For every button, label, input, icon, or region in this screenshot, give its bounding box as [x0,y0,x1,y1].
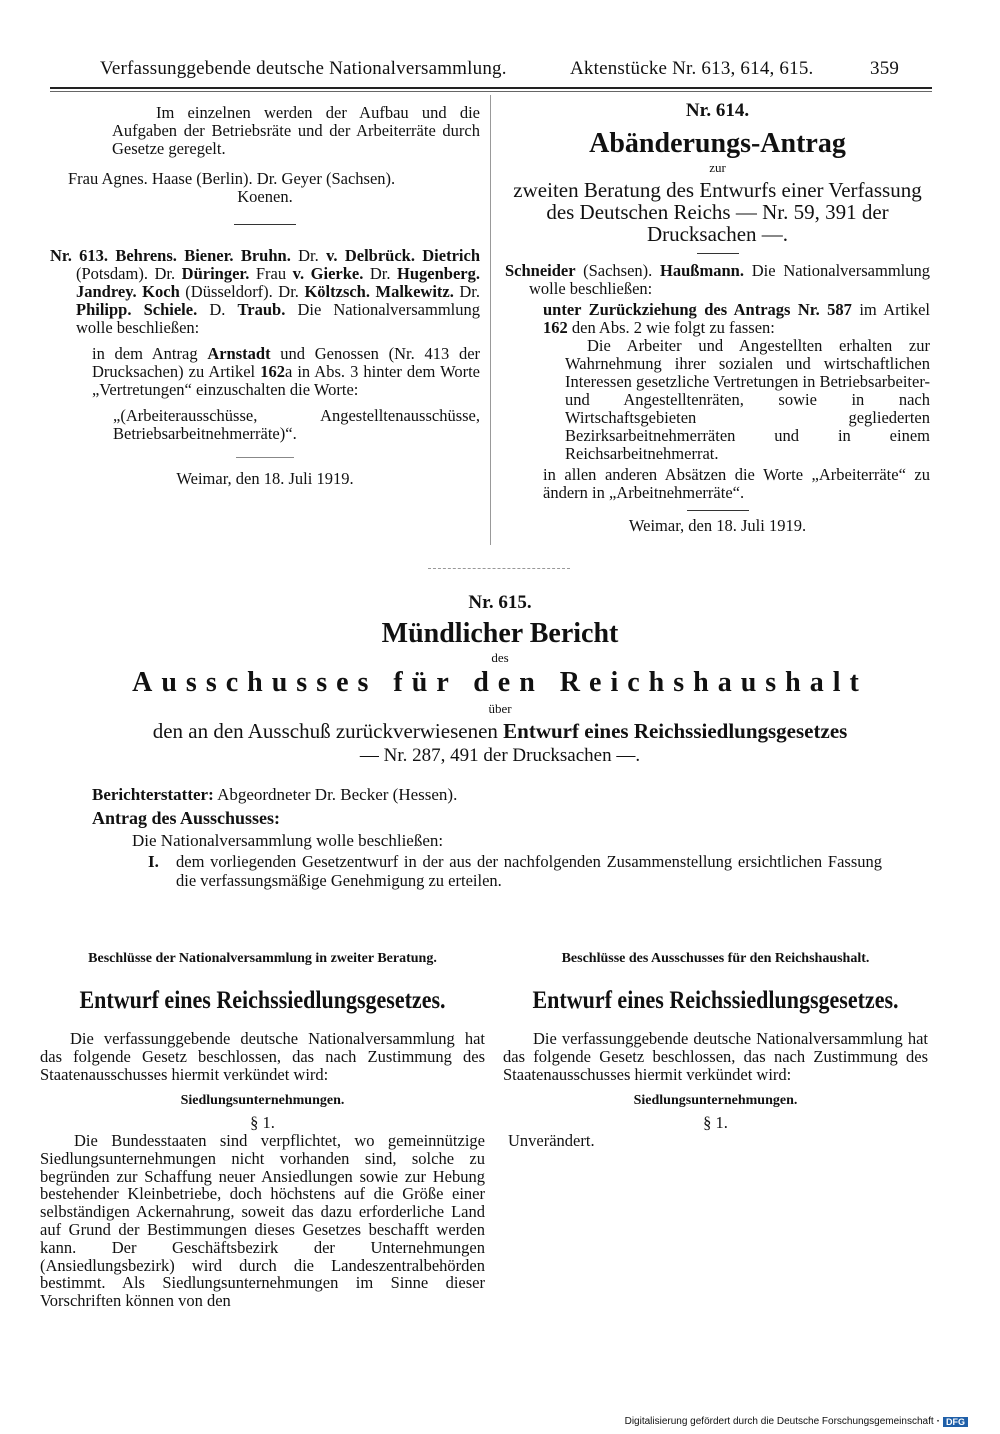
footer-credit: Digitalisierung gefördert durch die Deutsche Forschungsgemeinschaft [624,1416,934,1427]
bold-text-segment: Arnstadt [207,344,281,363]
running-title: Verfassunggebende deutsche Nationalversammlung. [100,58,507,79]
nr614-number: Nr. 614. [685,100,750,121]
right-column-heading: Beschlüsse des Ausschusses für den Reichshaushalt. [561,951,870,966]
nr615-ueber: über [488,701,512,716]
text-segment: Dr. [369,264,398,283]
separator [687,510,749,511]
right-section-text: Unverändert. [508,1131,595,1150]
right-upper-column [505,100,930,535]
bold-text-segment: Nr. 613. [50,246,116,265]
bold-text-segment: Düringer. [181,264,256,283]
nr614-new-text: Die Arbeiter und Angestellten erhalten zur Wahrnehmung ihrer sozialen und wirtschaftlichen Interessen gesetzliche Vertretungen in Betriebsarbeiter- und Angestelltenräten, sowie in nach Wirtschaftsgebieten gegliederten Bezirksarbeitnehmerräten und in einem Reichsarbeitnehmerrat. [565,336,930,463]
nr615-subject [0,718,1000,744]
motion-label: Antrag des Ausschusses: [92,808,281,828]
reporter-label: Berichterstatter: [92,785,214,804]
item-number: I. [148,852,159,871]
right-paragraph-number: § 1. [703,1113,728,1132]
right-section-heading: Siedlungsunternehmungen. [633,1093,798,1108]
header-rule-thin [50,91,932,92]
bold-text-segment: Behrens. Biener. Bruhn. [115,246,299,265]
nr615-section [0,592,1000,890]
footer-dot: · [936,1416,940,1427]
nr614-motion [543,301,930,337]
bold-text-segment: Schneider [505,261,584,280]
dfg-logo: DFG [943,1417,968,1427]
bold-text-segment: 162 [260,362,285,381]
nr614-title: Abänderungs-Antrag [589,128,846,159]
separator [234,224,296,225]
bold-text-segment: v. Delbrück. Dietrich [326,246,480,265]
nr615-title: Mündlicher Bericht [381,618,619,649]
nr613-motion [92,345,480,399]
nr615-committee: Ausschusses für den Reichshaushalt [132,667,868,698]
text-segment: (Düsseldorf). Dr. [185,282,305,301]
item-text: dem vorliegenden Gesetzentwurf in der aus der nachfolgenden Zusammenstellung ersichtlichen Fassung die verfassungsmäßige Genehmigung zu erteilen. [176,852,882,890]
nr613-intro [50,247,480,337]
footer [625,1416,968,1427]
bold-text-segment: Költzsch. Malkewitz. [304,282,460,301]
nr614-date: Weimar, den 18. Juli 1919. [628,516,807,535]
motion-item [148,852,882,890]
text-segment: und Genossen (Nr. 413 der Drucksachen) zu Artikel [92,344,481,381]
column-divider [490,95,491,545]
left-column-title: Entwurf eines Reichssiedlungsgesetzes. [79,987,446,1014]
signers: Frau Agnes. Haase (Berlin). Dr. Geyer (Sachsen). [68,169,396,188]
nr614-rest: in allen anderen Absätzen die Worte „Arbeiterräte“ zu ändern in „Arbeitnehmerräte“. [543,465,930,502]
nr615-des: des [491,650,509,665]
nr613-date: Weimar, den 18. Juli 1919. [176,469,354,488]
closing-paragraph: Im einzelnen werden der Aufbau und die Aufgaben der Betriebsräte und der Arbeiterräte durch Gesetze geregelt. [112,103,480,158]
text-segment: Die Nationalversammlung wolle beschließen: [529,261,930,298]
text-segment: Frau [255,264,293,283]
bold-text-segment: unter Zurückziehung des Antrags Nr. 587 [543,300,860,319]
left-paragraph-number: § 1. [250,1113,275,1132]
section-divider [428,568,570,569]
bold-text-segment: Philipp. Schiele. [76,300,210,319]
document-numbers: Aktenstücke Nr. 613, 614, 615. [570,58,814,79]
bold-text-segment: Hugenberg. Jandrey. Koch [76,264,480,301]
separator [697,253,739,254]
left-section-text: Die Bundesstaaten sind verpflichtet, wo gemeinnützige Siedlungsunternehmungen nicht vorhanden sind, solche zu begründen zur Schaffung neuer Ansiedlungen sowie zur Hebung bestehender Kleinbetriebe, doch höchstens auf die Größe einer selbständigen Ackernahrung, soweit das dazu erforderliche Land auf Grund der Bestimmungen dieses Gesetzes beschafft werden kann. Der Geschäftsbezirk der Unternehmungen (Ansiedlungsbezirk) wird durch die Landeszentralbehörden bestimmt. Als Siedlungsunternehmungen im Sinne dieser Vorschriften können von den [40,1131,485,1311]
nr614-intro [505,262,930,298]
right-column-title: Entwurf eines Reichssiedlungsgesetzes. [532,987,899,1014]
motion-intro: Die Nationalversammlung wolle beschließen: [132,831,444,850]
bold-text-segment: 162 [543,318,572,337]
text-segment: D. [209,300,238,319]
nr615-number: Nr. 615. [468,592,532,613]
nr613-quote: „(Arbeiterausschüsse, Angestelltenausschüsse, Betriebsarbeitnehmerräte)“. [113,406,480,443]
signers-last: Koenen. [237,187,293,206]
subject-plain: den an den Ausschuß zurückverwiesenen [152,719,504,743]
left-preamble: Die verfassunggebende deutsche Nationalversammlung hat das folgende Gesetz beschlossen, das nach Zustimmung des Staatenausschusses hiermit verkündet wird: [40,1029,485,1084]
header-rule [50,87,932,89]
text-segment: Dr. [298,246,327,265]
text-segment: (Sachsen). [583,261,661,280]
bold-text-segment: Traub. [237,300,298,319]
reporter: Abgeordneter Dr. Becker (Hessen). [217,785,458,804]
page-number: 359 [870,58,900,79]
nr614-zur: zur [709,160,726,175]
text-segment: a in Abs. 3 hinter dem Worte „Vertretungen“ einzuschalten die Worte: [92,362,480,399]
separator [236,457,294,458]
text-segment: (Potsdam). Dr. [76,264,182,283]
left-upper-column [50,104,480,488]
subject-bold: Entwurf eines Reichssiedlungsgesetzes [503,719,848,743]
bold-text-segment: Haußmann. [660,261,752,280]
text-segment: Dr. [459,282,480,301]
right-column [503,950,928,1150]
nr615-refs: — Nr. 287, 491 der Drucksachen —. [359,745,641,766]
text-segment: in dem Antrag [92,344,208,363]
left-column [40,950,485,1310]
left-section-heading: Siedlungsunternehmungen. [180,1093,345,1108]
nr614-subject: zweiten Beratung des Entwurfs einer Verfassung des Deutschen Reichs — Nr. 59, 391 der Drucksachen —. [513,178,922,246]
text-segment: den Abs. 2 wie folgt zu fassen: [571,318,775,337]
text-segment: im Artikel [859,300,930,319]
bold-text-segment: v. Gierke. [292,264,370,283]
right-preamble: Die verfassunggebende deutsche Nationalversammlung hat das folgende Gesetz beschlossen, das nach Zustimmung des Staatenausschusses hiermit verkündet wird: [503,1029,928,1084]
text-segment: Die Nationalversammlung wolle beschließen: [76,300,480,337]
left-column-heading: Beschlüsse der Nationalversammlung in zweiter Beratung. [88,951,437,966]
reporter-line [92,784,1000,806]
